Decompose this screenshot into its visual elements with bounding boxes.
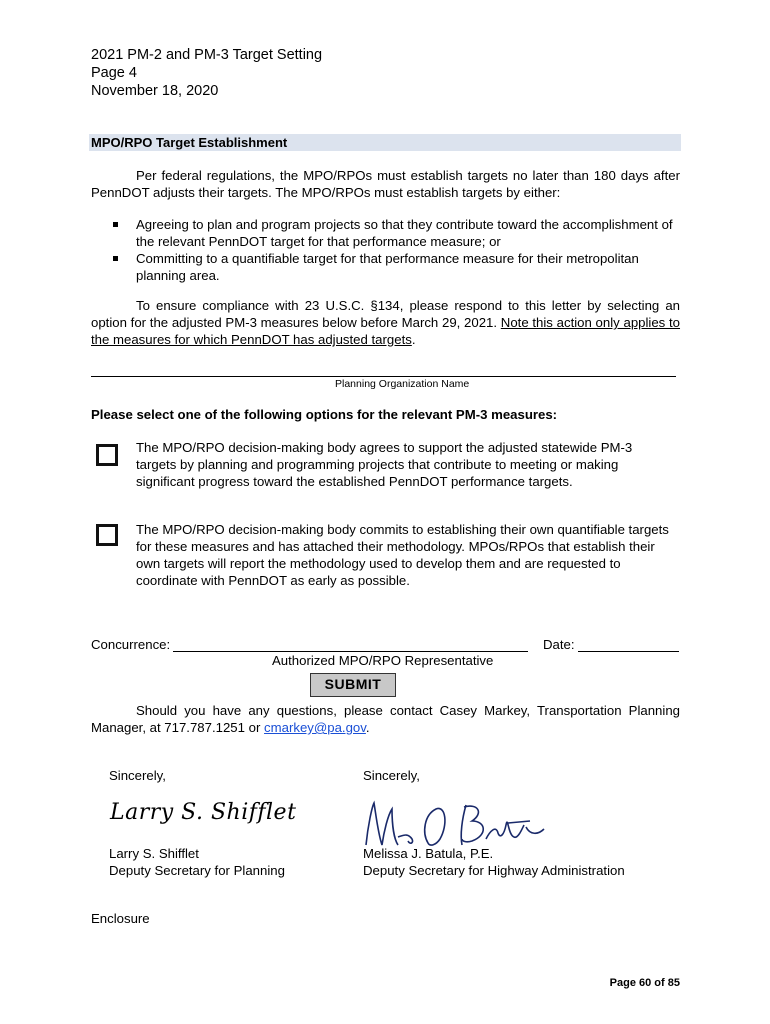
bullet-icon bbox=[113, 222, 118, 227]
left-signer bbox=[109, 845, 285, 879]
left-signer-title: Deputy Secretary for Planning bbox=[109, 863, 285, 878]
representative-label: Authorized MPO/RPO Representative bbox=[272, 653, 494, 668]
option-2-text: The MPO/RPO decision-making body commits to establishing their own quantifiable targets for these measures and has attached their methodology. MPOs/RPOs that establish their own targets will report the methodology used to develop them and are requested to coordinate with PennDOT as early as possible. bbox=[136, 522, 669, 588]
header-date: November 18, 2020 bbox=[91, 83, 219, 99]
bullet-text: Agreeing to plan and program projects so that they contribute toward the accomplishment of the relevant PennDOT target for that performance measure; or bbox=[136, 217, 673, 249]
left-closing: Sincerely, bbox=[109, 768, 166, 783]
compliance-note: Note this action only applies to the measures for which PennDOT has adjusted targets bbox=[91, 315, 681, 347]
option-1-checkbox[interactable] bbox=[96, 444, 118, 466]
date-label: Date: bbox=[543, 637, 575, 652]
intro-paragraph: Per federal regulations, the MPO/RPOs must establish targets no later than 180 days after PennDOT adjusts their targets. The MPO/RPOs must establish targets by either: bbox=[91, 168, 680, 200]
list-item bbox=[113, 216, 681, 250]
section-title-bar bbox=[89, 134, 681, 151]
concurrence-signature-field[interactable] bbox=[173, 651, 528, 652]
submit-button[interactable]: SUBMIT bbox=[310, 673, 396, 697]
header-page: Page 4 bbox=[91, 65, 137, 81]
enclosure-label: Enclosure bbox=[91, 911, 150, 926]
list-item bbox=[113, 250, 681, 284]
right-signer bbox=[363, 845, 625, 879]
email-link[interactable]: cmarkey@pa.gov bbox=[264, 720, 366, 735]
compliance-paragraph bbox=[91, 297, 680, 348]
header-title: 2021 PM-2 and PM-3 Target Setting bbox=[91, 47, 323, 63]
concurrence-label: Concurrence: bbox=[91, 637, 171, 652]
left-signature-image: Larry S. Shifflet bbox=[110, 800, 297, 825]
contact-text: Should you have any questions, please contact Casey Markey, Transportation Planning Manager, at 717.787.1251 or bbox=[91, 703, 680, 735]
right-signer-title: Deputy Secretary for Highway Administration bbox=[363, 863, 625, 878]
section-title: MPO/RPO Target Establishment bbox=[91, 135, 288, 150]
bullet-icon bbox=[113, 256, 118, 261]
org-name-label: Planning Organization Name bbox=[335, 378, 470, 390]
option-2-checkbox[interactable] bbox=[96, 524, 118, 546]
contact-end: . bbox=[365, 720, 370, 735]
bullet-list bbox=[113, 216, 681, 284]
right-closing: Sincerely, bbox=[363, 768, 420, 783]
bullet-text: Committing to a quantifiable target for that performance measure for their metropolitan planning area. bbox=[136, 251, 639, 283]
org-name-field[interactable] bbox=[91, 376, 676, 377]
compliance-text: To ensure compliance with 23 U.S.C. §134, please respond to this letter by selecting an option for the adjusted PM-3 measures below before March 29, 2021. bbox=[91, 298, 680, 330]
page-number: Page 60 of 85 bbox=[609, 977, 680, 989]
option-1-text: The MPO/RPO decision-making body agrees to support the adjusted statewide PM-3 targets by planning and programming projects that contribute to meeting or making significant progress toward the established PennDOT performance targets. bbox=[136, 440, 633, 489]
compliance-end: . bbox=[411, 332, 416, 347]
contact-paragraph bbox=[91, 702, 680, 736]
date-field[interactable] bbox=[578, 651, 679, 652]
left-signer-name: Larry S. Shifflet bbox=[109, 846, 199, 861]
options-heading: Please select one of the following options for the relevant PM-3 measures: bbox=[91, 407, 558, 422]
document-header bbox=[91, 46, 322, 100]
right-signer-name: Melissa J. Batula, P.E. bbox=[363, 846, 494, 861]
